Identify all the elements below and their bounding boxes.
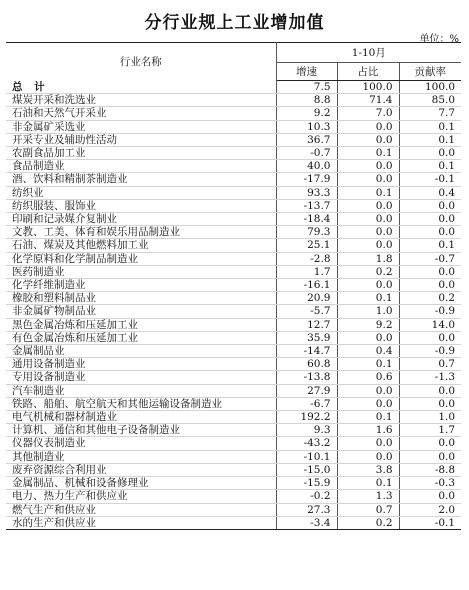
contribution-cell: -8.8	[399, 463, 461, 476]
table-row	[6, 160, 461, 173]
table-row	[6, 424, 461, 437]
growth-cell: -15.9	[276, 477, 337, 490]
table-row	[6, 147, 461, 160]
growth-cell: 9.3	[276, 424, 337, 437]
table-row	[6, 516, 461, 529]
industry-name-cell: 电力、热力生产和供应业	[6, 490, 276, 503]
share-cell: 0.2	[337, 516, 399, 529]
header-industry-name: 行业名称	[6, 43, 276, 81]
growth-cell: 10.3	[276, 120, 337, 133]
growth-cell: -0.2	[276, 490, 337, 503]
contribution-cell: -1.3	[399, 371, 461, 384]
contribution-cell: 0.1	[399, 160, 461, 173]
growth-cell: 36.7	[276, 133, 337, 146]
industry-name-cell: 金属制品、机械和设备修理业	[6, 477, 276, 490]
share-cell: 0.1	[337, 477, 399, 490]
growth-cell: 79.3	[276, 226, 337, 239]
growth-cell: -16.1	[276, 279, 337, 292]
industry-name-cell: 橡胶和塑料制品业	[6, 292, 276, 305]
growth-cell: 27.3	[276, 503, 337, 516]
industry-name-cell: 专用设备制造业	[6, 371, 276, 384]
table-row	[6, 94, 461, 107]
growth-cell: 35.9	[276, 331, 337, 344]
share-cell: 7.0	[337, 107, 399, 120]
table-row	[6, 279, 461, 292]
industry-name-cell: 电气机械和器材制造业	[6, 411, 276, 424]
share-cell: 71.4	[337, 94, 399, 107]
contribution-cell: -0.9	[399, 305, 461, 318]
contribution-cell: 7.7	[399, 107, 461, 120]
growth-cell: 93.3	[276, 186, 337, 199]
growth-cell: -3.4	[276, 516, 337, 529]
contribution-cell: -0.1	[399, 516, 461, 529]
contribution-cell: 0.0	[399, 147, 461, 160]
share-cell: 0.0	[337, 226, 399, 239]
growth-cell: 1.7	[276, 265, 337, 278]
share-cell: 0.0	[337, 173, 399, 186]
table-row	[6, 397, 461, 410]
share-cell: 0.0	[337, 331, 399, 344]
share-cell: 0.1	[337, 147, 399, 160]
header-share: 占比	[337, 63, 399, 81]
industry-name-cell: 纺织业	[6, 186, 276, 199]
share-cell: 0.0	[337, 199, 399, 212]
share-cell: 0.4	[337, 345, 399, 358]
table-body	[6, 81, 461, 530]
industry-table	[6, 42, 461, 530]
industry-name-cell: 石油、煤炭及其他燃料加工业	[6, 239, 276, 252]
contribution-cell: 14.0	[399, 318, 461, 331]
share-cell: 0.0	[337, 213, 399, 226]
share-cell: 9.2	[337, 318, 399, 331]
table-row	[6, 120, 461, 133]
table-row	[6, 81, 461, 94]
growth-cell: -10.1	[276, 450, 337, 463]
table-row	[6, 213, 461, 226]
growth-cell: -2.8	[276, 252, 337, 265]
industry-name-cell: 有色金属冶炼和压延加工业	[6, 331, 276, 344]
table-row	[6, 450, 461, 463]
growth-cell: -17.9	[276, 173, 337, 186]
growth-cell: -13.7	[276, 199, 337, 212]
contribution-cell: -0.3	[399, 477, 461, 490]
share-cell: 0.1	[337, 358, 399, 371]
table-row	[6, 503, 461, 516]
growth-cell: -13.8	[276, 371, 337, 384]
share-cell: 0.1	[337, 292, 399, 305]
growth-cell: -43.2	[276, 437, 337, 450]
industry-name-cell: 总 计	[6, 81, 276, 94]
contribution-cell: 0.4	[399, 186, 461, 199]
table-row	[6, 411, 461, 424]
table-row	[6, 384, 461, 397]
share-cell: 0.0	[337, 437, 399, 450]
contribution-cell: 0.0	[399, 437, 461, 450]
page-title: 分行业规上工业增加值	[144, 13, 325, 33]
contribution-cell: 0.0	[399, 384, 461, 397]
industry-name-cell: 化学原料和化学制品制造业	[6, 252, 276, 265]
table-row	[6, 173, 461, 186]
share-cell: 0.0	[337, 160, 399, 173]
growth-cell: 40.0	[276, 160, 337, 173]
table-row	[6, 331, 461, 344]
growth-cell: 60.8	[276, 358, 337, 371]
contribution-cell: 0.1	[399, 120, 461, 133]
contribution-cell: -0.7	[399, 252, 461, 265]
industry-name-cell: 废弃资源综合利用业	[6, 463, 276, 476]
share-cell: 0.0	[337, 450, 399, 463]
growth-cell: -15.0	[276, 463, 337, 476]
growth-cell: 12.7	[276, 318, 337, 331]
header-growth: 增速	[276, 63, 337, 81]
growth-cell: 8.8	[276, 94, 337, 107]
table-row	[6, 318, 461, 331]
contribution-cell: -0.9	[399, 345, 461, 358]
industry-name-cell: 印刷和记录媒介复制业	[6, 213, 276, 226]
industry-name-cell: 燃气生产和供应业	[6, 503, 276, 516]
industry-name-cell: 农副食品加工业	[6, 147, 276, 160]
table-row	[6, 133, 461, 146]
share-cell: 100.0	[337, 81, 399, 94]
share-cell: 0.1	[337, 186, 399, 199]
table-row	[6, 252, 461, 265]
contribution-cell: 0.0	[399, 199, 461, 212]
industry-name-cell: 开采专业及辅助性活动	[6, 133, 276, 146]
growth-cell: 7.5	[276, 81, 337, 94]
table-row	[6, 371, 461, 384]
contribution-cell: 0.2	[399, 292, 461, 305]
share-cell: 0.0	[337, 279, 399, 292]
table-row	[6, 358, 461, 371]
industry-name-cell: 非金属矿采选业	[6, 120, 276, 133]
share-cell: 0.6	[337, 371, 399, 384]
contribution-cell: 0.0	[399, 450, 461, 463]
growth-cell: 25.1	[276, 239, 337, 252]
contribution-cell: 0.1	[399, 239, 461, 252]
contribution-cell: 100.0	[399, 81, 461, 94]
industry-name-cell: 非金属矿物制品业	[6, 305, 276, 318]
industry-name-cell: 计算机、通信和其他电子设备制造业	[6, 424, 276, 437]
growth-cell: -0.7	[276, 147, 337, 160]
share-cell: 0.0	[337, 397, 399, 410]
unit-note: 单位：%	[419, 34, 459, 45]
share-cell: 0.0	[337, 384, 399, 397]
industry-name-cell: 食品制造业	[6, 160, 276, 173]
industry-name-cell: 黑色金属冶炼和压延加工业	[6, 318, 276, 331]
table-row	[6, 199, 461, 212]
table-row	[6, 265, 461, 278]
growth-cell: -6.7	[276, 397, 337, 410]
share-cell: 1.3	[337, 490, 399, 503]
contribution-cell: -0.1	[399, 173, 461, 186]
header-contribution: 贡献率	[399, 63, 461, 81]
table-row	[6, 186, 461, 199]
table-row	[6, 477, 461, 490]
industry-name-cell: 医药制造业	[6, 265, 276, 278]
contribution-cell: 0.0	[399, 226, 461, 239]
share-cell: 0.0	[337, 239, 399, 252]
contribution-cell: 0.0	[399, 279, 461, 292]
table-row	[6, 305, 461, 318]
contribution-cell: 0.0	[399, 397, 461, 410]
share-cell: 0.0	[337, 133, 399, 146]
growth-cell: -18.4	[276, 213, 337, 226]
share-cell: 0.0	[337, 120, 399, 133]
share-cell: 1.8	[337, 252, 399, 265]
contribution-cell: 0.1	[399, 133, 461, 146]
industry-name-cell: 仪器仪表制造业	[6, 437, 276, 450]
table-row	[6, 463, 461, 476]
growth-cell: 27.9	[276, 384, 337, 397]
industry-name-cell: 汽车制造业	[6, 384, 276, 397]
industry-name-cell: 酒、饮料和精制茶制造业	[6, 173, 276, 186]
industry-name-cell: 铁路、船舶、航空航天和其他运输设备制造业	[6, 397, 276, 410]
industry-name-cell: 文教、工美、体育和娱乐用品制造业	[6, 226, 276, 239]
contribution-cell: 0.0	[399, 331, 461, 344]
contribution-cell: 2.0	[399, 503, 461, 516]
share-cell: 3.8	[337, 463, 399, 476]
industry-name-cell: 金属制品业	[6, 345, 276, 358]
share-cell: 0.2	[337, 265, 399, 278]
growth-cell: 9.2	[276, 107, 337, 120]
industry-name-cell: 煤炭开采和洗选业	[6, 94, 276, 107]
share-cell: 1.6	[337, 424, 399, 437]
industry-name-cell: 水的生产和供应业	[6, 516, 276, 529]
industry-name-cell: 纺织服装、服饰业	[6, 199, 276, 212]
growth-cell: -5.7	[276, 305, 337, 318]
header-period: 1-10月	[276, 43, 461, 63]
industry-name-cell: 通用设备制造业	[6, 358, 276, 371]
share-cell: 0.1	[337, 411, 399, 424]
share-cell: 0.7	[337, 503, 399, 516]
contribution-cell: 1.0	[399, 411, 461, 424]
contribution-cell: 0.0	[399, 490, 461, 503]
contribution-cell: 1.7	[399, 424, 461, 437]
table-row	[6, 437, 461, 450]
growth-cell: 192.2	[276, 411, 337, 424]
table-row	[6, 490, 461, 503]
table-row	[6, 239, 461, 252]
contribution-cell: 0.0	[399, 265, 461, 278]
industry-name-cell: 其他制造业	[6, 450, 276, 463]
table-row	[6, 345, 461, 358]
contribution-cell: 85.0	[399, 94, 461, 107]
table-row	[6, 226, 461, 239]
share-cell: 1.0	[337, 305, 399, 318]
table-row	[6, 292, 461, 305]
contribution-cell: 0.7	[399, 358, 461, 371]
industry-name-cell: 化学纤维制造业	[6, 279, 276, 292]
growth-cell: 20.9	[276, 292, 337, 305]
growth-cell: -14.7	[276, 345, 337, 358]
contribution-cell: 0.0	[399, 213, 461, 226]
table-row	[6, 107, 461, 120]
industry-name-cell: 石油和天然气开采业	[6, 107, 276, 120]
